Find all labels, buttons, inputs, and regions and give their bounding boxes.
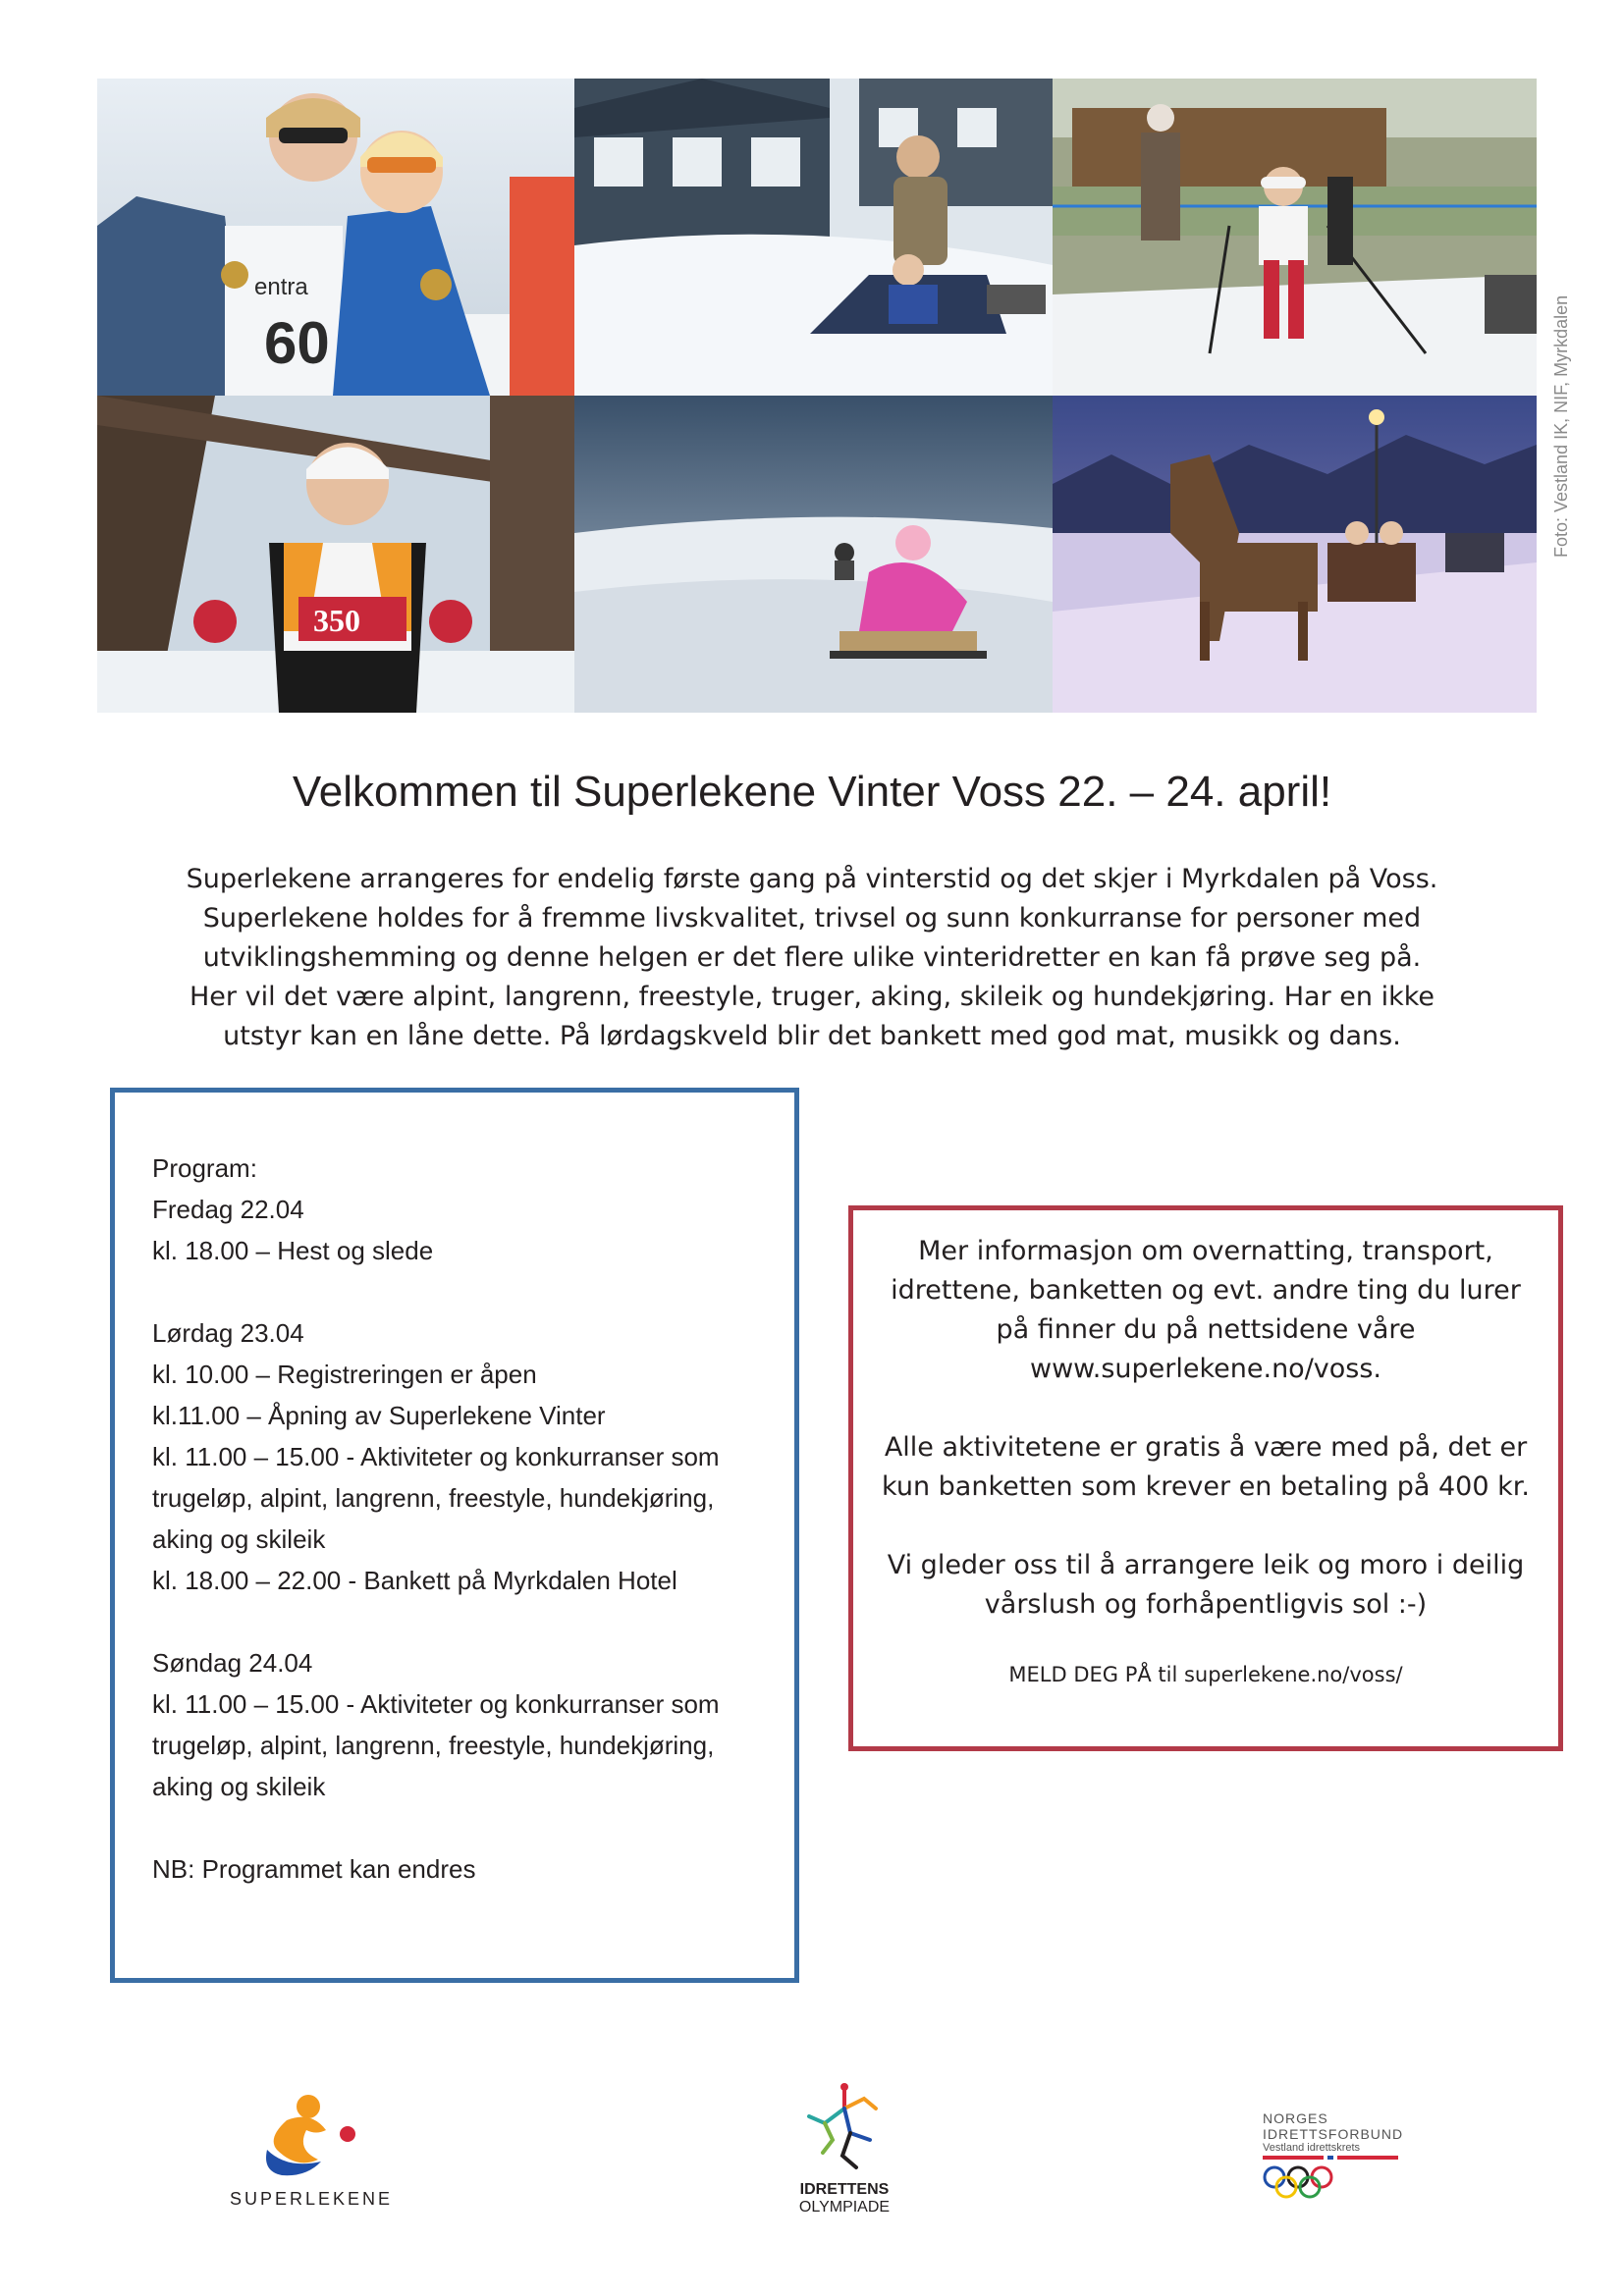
nif-logo-line2: IDRETTSFORBUND bbox=[1263, 2126, 1404, 2142]
photo-sled-ride bbox=[574, 79, 1053, 396]
photo-collage bbox=[97, 79, 1537, 713]
program-item: kl. 18.00 – 22.00 - Bankett på Myrkdalen Hotel bbox=[152, 1566, 677, 1595]
program-day-friday: Fredag 22.04 bbox=[152, 1195, 304, 1224]
idrettens-logo-line2: OLYMPIADE bbox=[798, 2199, 891, 2216]
program-note: NB: Programmet kan endres bbox=[152, 1854, 476, 1884]
signup-link[interactable]: MELD DEG PÅ til superlekene.no/voss/ bbox=[1008, 1663, 1403, 1686]
program-heading: Program: bbox=[152, 1153, 257, 1183]
photo-cross-country-skier bbox=[97, 396, 574, 713]
program-day-sunday: Søndag 24.04 bbox=[152, 1648, 313, 1678]
info-text-greeting: Vi gleder oss til å arrangere leik og moro i deilig vårslush og forhåpentligvis sol :-) bbox=[887, 1550, 1525, 1620]
program-item: kl. 11.00 – 15.00 - Aktiviteter og konkurranser som trugeløp, alpint, langrenn, freestyle, hundekjøring, aking og skileik bbox=[152, 1442, 720, 1554]
svg-text:350: 350 bbox=[313, 603, 360, 638]
program-item: kl. 18.00 – Hest og slede bbox=[152, 1236, 434, 1265]
nif-logo-line3: Vestland idrettskrets bbox=[1263, 2142, 1361, 2154]
olympic-rings-icon bbox=[1263, 2154, 1410, 2203]
idrettens-olympiade-icon bbox=[785, 2079, 903, 2177]
photo-horse-sleigh-ride bbox=[1053, 396, 1537, 713]
program-day-saturday: Lørdag 23.04 bbox=[152, 1318, 304, 1348]
intro-text: Superlekene arrangeres for endelig første gang på vinterstid og det skjer i Myrkdalen på Voss. Superlekene holdes for å fremme livskvalitet, trivsel og sunn konkurranse for personer med utviklingshemming og denne helgen er det flere ulike vinteridretter en kan få prøve seg på. Her vil det være alpint, langrenn, freestyle, truger, aking, skileik og hundekjøring. Har en ikke utstyr kan en låne dette. På lørdagskveld blir det bankett med god mat, musikk og dans. bbox=[186, 864, 1438, 1051]
superlekene-logo-text: SUPERLEKENE bbox=[229, 2189, 394, 2209]
photo-skier-start-number bbox=[1053, 79, 1537, 396]
program-box bbox=[110, 1088, 799, 1983]
nif-logo-line1: NORGES bbox=[1263, 2110, 1328, 2126]
idrettens-olympiade-logo bbox=[785, 2079, 903, 2216]
info-text-pricing: Alle aktivitetene er gratis å være med på, det er kun banketten som krever en betaling på 400 kr. bbox=[882, 1432, 1530, 1502]
svg-text:entra: entra bbox=[254, 274, 308, 300]
photo-sit-sled bbox=[574, 396, 1053, 713]
program-list bbox=[152, 1148, 781, 1890]
program-item: kl. 11.00 – 15.00 - Aktiviteter og konkurranser som trugeløp, alpint, langrenn, freestyle, hundekjøring, aking og skileik bbox=[152, 1689, 720, 1801]
info-box bbox=[848, 1205, 1563, 1751]
nif-logo bbox=[1263, 2110, 1420, 2207]
info-text-more-information: Mer informasjon om overnatting, transport, idrettene, banketten og evt. andre ting du lurer på finner du på nettsidene våre www.superlekene.no/voss. bbox=[891, 1236, 1521, 1384]
program-item: kl. 10.00 – Registreringen er åpen bbox=[152, 1360, 537, 1389]
superlekene-logo bbox=[228, 2091, 395, 2210]
photo-skiers-with-medals bbox=[97, 79, 574, 396]
program-item: kl.11.00 – Åpning av Superlekene Vinter bbox=[152, 1401, 606, 1430]
page-title: Velkommen til Superlekene Vinter Voss 22. – 24. april! bbox=[292, 768, 1332, 816]
superlekene-logo-icon bbox=[228, 2091, 395, 2179]
idrettens-logo-line1: IDRETTENS bbox=[799, 2181, 890, 2198]
photo-credit: Foto: Vestland IK, NIF, Myrkdalen bbox=[1551, 294, 1571, 558]
svg-text:60: 60 bbox=[264, 310, 330, 376]
